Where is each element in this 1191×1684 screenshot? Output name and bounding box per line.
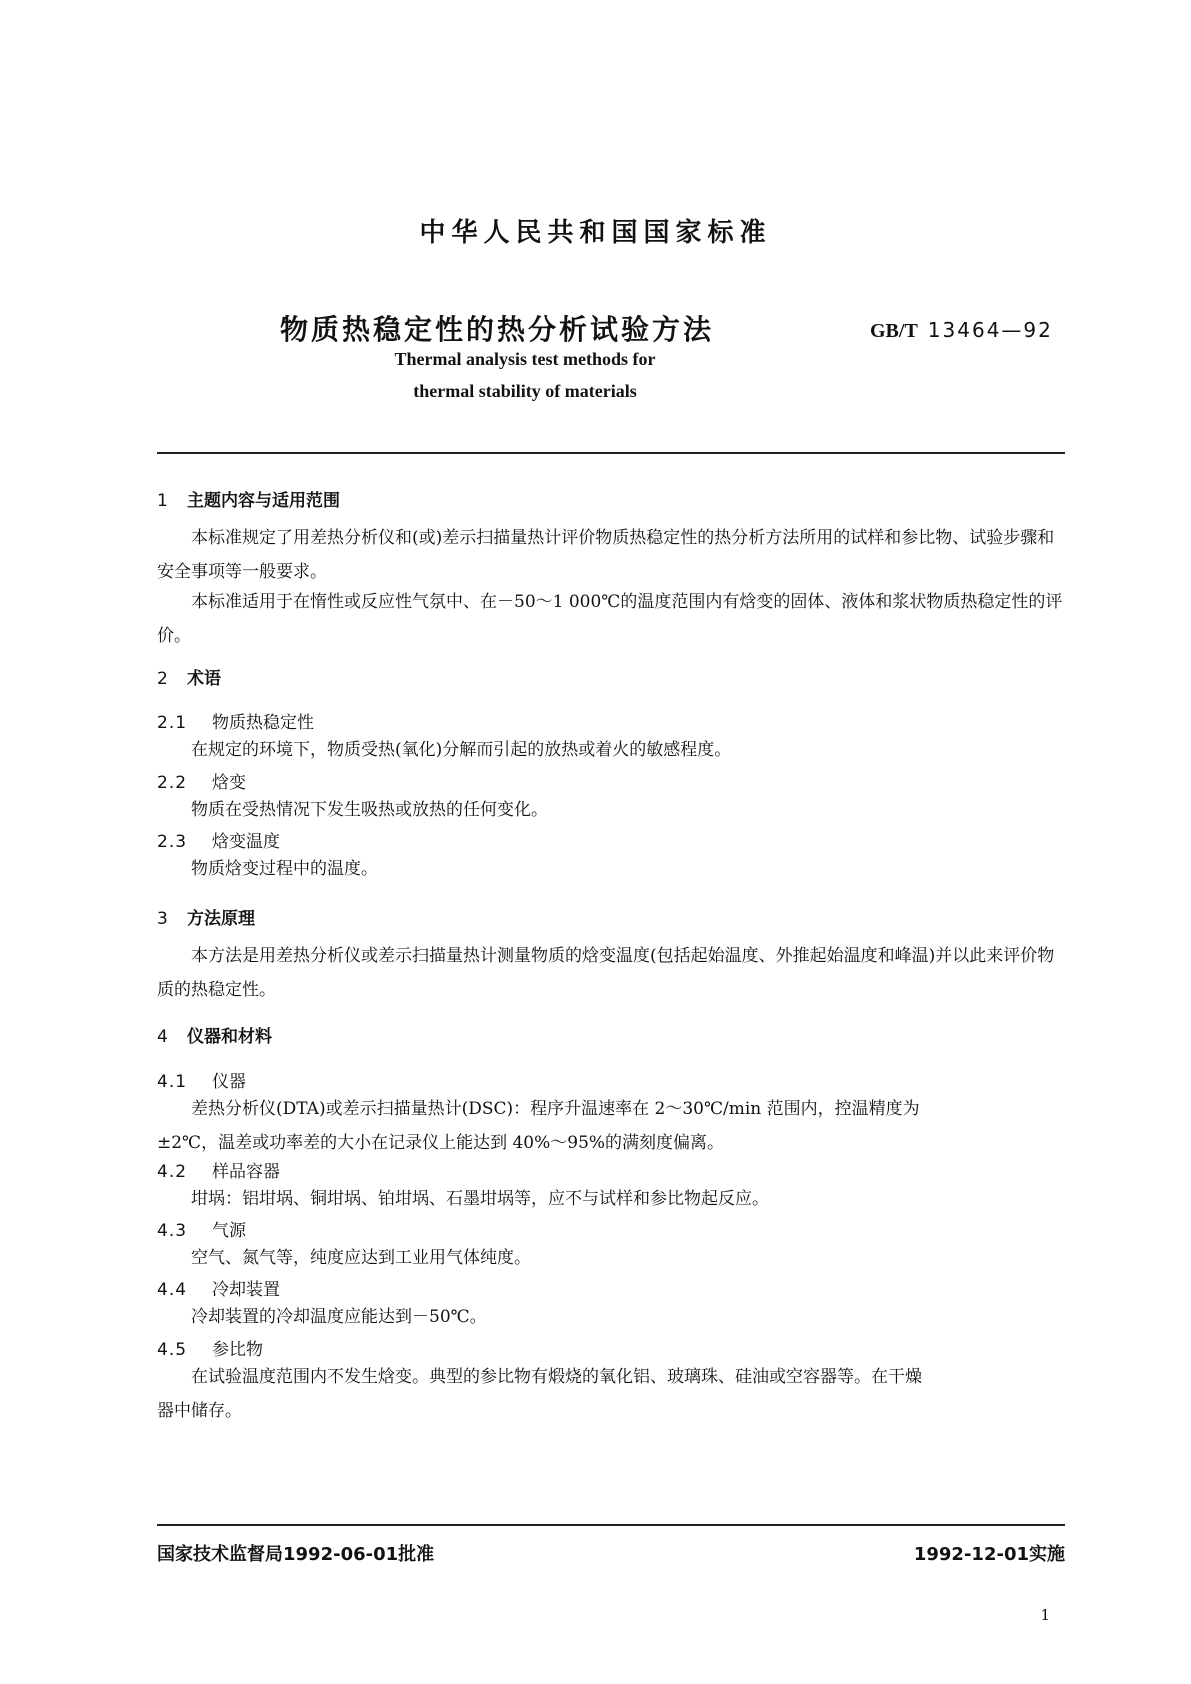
page-number: 1 xyxy=(1040,1606,1050,1624)
term-2-1-heading xyxy=(157,708,314,733)
section-title: 仪器和材料 xyxy=(187,1027,272,1047)
item-4-1-line-2: ±2℃，温差或功率差的大小在记录仪上能达到 40%～95%的满刻度偏离。 xyxy=(157,1133,725,1153)
section-1-paragraph-1: 本标准规定了用差热分析仪和(或)差示扫描量热计评价物质热稳定性的热分析方法所用的试样和参比物、试验步骤和安全事项等一般要求。 xyxy=(157,528,1055,582)
item-title: 样品容器 xyxy=(212,1162,280,1182)
document-title-en-line2: thermal stability of materials xyxy=(413,381,637,401)
section-number: 1 xyxy=(157,491,168,511)
term-number: 2.2 xyxy=(157,773,188,793)
national-standard-heading: 中华人民共和国国家标准 xyxy=(419,218,772,248)
section-number: 2 xyxy=(157,669,168,689)
section-3-heading xyxy=(157,904,255,929)
item-title: 冷却装置 xyxy=(212,1280,280,1300)
item-4-2-text: 坩埚：铝坩埚、铜坩埚、铂坩埚、石墨坩埚等，应不与试样和参比物起反应。 xyxy=(191,1189,769,1209)
item-title: 气源 xyxy=(212,1221,246,1241)
document-title-cn: 物质热稳定性的热分析试验方法 xyxy=(280,313,715,346)
item-number: 4.1 xyxy=(157,1072,188,1092)
term-2-3-definition: 物质焓变过程中的温度。 xyxy=(191,859,378,879)
term-number: 2.3 xyxy=(157,832,188,852)
item-4-5-text xyxy=(157,1360,1065,1428)
section-title: 术语 xyxy=(187,669,221,689)
section-number: 4 xyxy=(157,1027,168,1047)
implementation-date: 1992-12-01实施 xyxy=(913,1544,1065,1565)
item-number: 4.3 xyxy=(157,1221,188,1241)
standard-prefix: GB/T xyxy=(870,320,918,342)
document-title-en-line1: Thermal analysis test methods for xyxy=(394,349,656,369)
term-2-3-heading xyxy=(157,827,280,852)
item-title: 仪器 xyxy=(212,1072,246,1092)
item-4-1-line-1: 差热分析仪(DTA)或差示扫描量热计(DSC)：程序升温速率在 2～30℃/min 范围内，控温精度为 xyxy=(191,1099,920,1119)
item-4-2-heading xyxy=(157,1157,280,1182)
item-4-5-line-1: 在试验温度范围内不发生焓变。典型的参比物有煅烧的氧化铝、玻璃珠、硅油或空容器等。在干燥 xyxy=(191,1367,922,1387)
item-4-3-heading xyxy=(157,1216,246,1241)
item-number: 4.2 xyxy=(157,1162,188,1182)
section-title: 主题内容与适用范围 xyxy=(187,491,340,511)
section-1-heading xyxy=(157,486,340,511)
item-4-1-heading xyxy=(157,1067,246,1092)
item-number: 4.4 xyxy=(157,1280,188,1300)
item-4-4-text: 冷却装置的冷却温度应能达到－50℃。 xyxy=(191,1307,487,1327)
section-title: 方法原理 xyxy=(187,909,255,929)
term-2-2-heading xyxy=(157,768,246,793)
term-title: 焓变 xyxy=(212,773,246,793)
item-number: 4.5 xyxy=(157,1340,188,1360)
section-4-heading xyxy=(157,1022,272,1047)
term-2-2-definition: 物质在受热情况下发生吸热或放热的任何变化。 xyxy=(191,800,548,820)
item-4-5-line-2: 器中储存。 xyxy=(157,1401,242,1421)
approval-line: 国家技术监督局1992-06-01批准 xyxy=(157,1544,435,1565)
standard-code xyxy=(870,318,1053,343)
section-3-paragraph-1: 本方法是用差热分析仪或差示扫描量热计测量物质的焓变温度(包括起始温度、外推起始温度和峰温)并以此来评价物质的热稳定性。 xyxy=(157,946,1055,1000)
term-title: 焓变温度 xyxy=(212,832,280,852)
item-4-3-text: 空气、氮气等，纯度应达到工业用气体纯度。 xyxy=(191,1248,531,1268)
item-4-4-heading xyxy=(157,1275,280,1300)
header-divider xyxy=(157,452,1065,454)
item-4-5-heading xyxy=(157,1335,263,1360)
item-title: 参比物 xyxy=(212,1340,263,1360)
term-number: 2.1 xyxy=(157,713,188,733)
section-1-paragraph-2: 本标准适用于在惰性或反应性气氛中、在－50～1 000℃的温度范围内有焓变的固体、液体和浆状物质热稳定性的评价。 xyxy=(157,592,1063,646)
footer-divider xyxy=(157,1524,1065,1526)
section-2-heading xyxy=(157,664,221,689)
standard-number: 13464—92 xyxy=(927,318,1053,342)
section-number: 3 xyxy=(157,909,168,929)
term-title: 物质热稳定性 xyxy=(212,713,314,733)
item-4-1-text xyxy=(157,1092,1065,1160)
term-2-1-definition: 在规定的环境下，物质受热(氧化)分解而引起的放热或着火的敏感程度。 xyxy=(191,740,732,760)
